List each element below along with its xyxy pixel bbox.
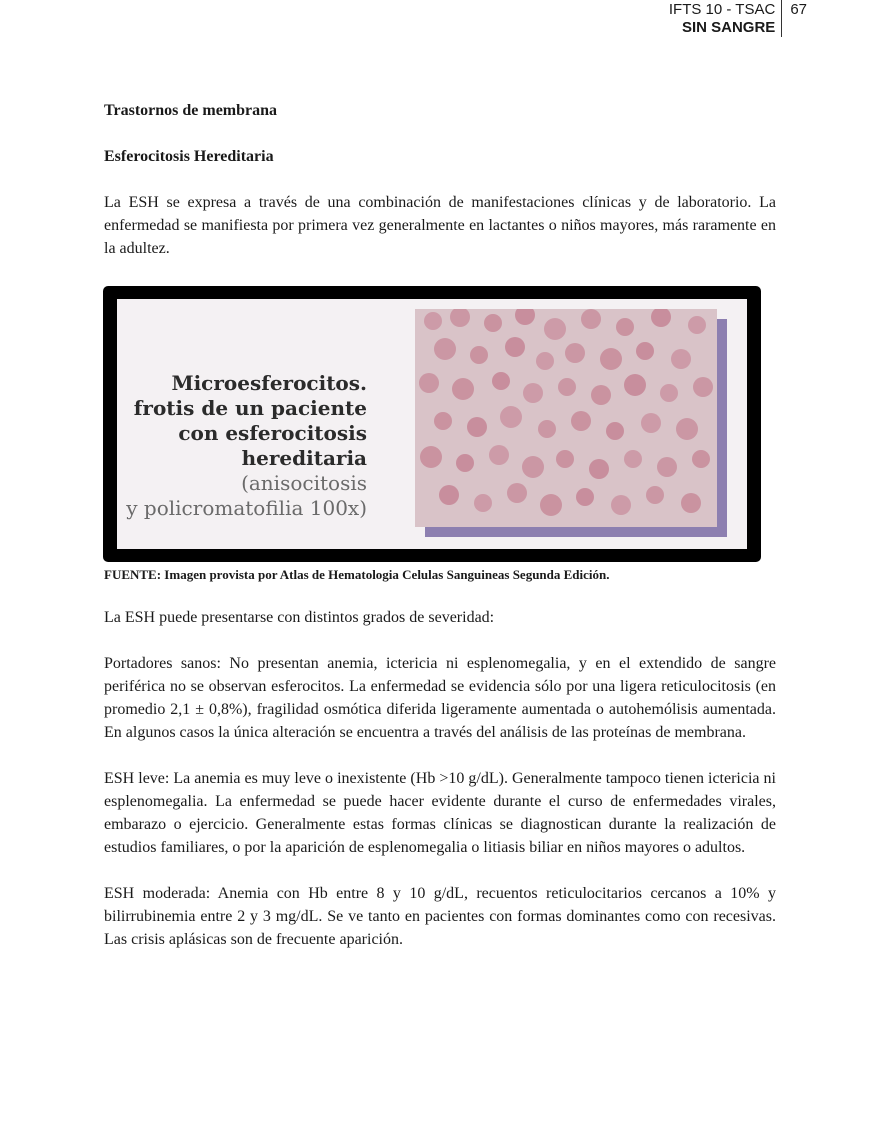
caption-line-4 [117, 446, 367, 496]
red-blood-cell [589, 459, 609, 479]
red-blood-cell [420, 446, 442, 468]
red-blood-cell [641, 413, 661, 433]
figure-caption [117, 371, 367, 521]
header-course: SIN SANGRE [681, 19, 776, 36]
red-blood-cell [693, 377, 713, 397]
red-blood-cell [606, 422, 624, 440]
body-top [104, 100, 776, 260]
section-title: Trastornos de membrana [104, 102, 278, 119]
red-blood-cell [571, 411, 591, 431]
red-blood-cell [434, 412, 452, 430]
red-blood-cell [474, 494, 492, 512]
caption-line-3: con esferocitosis [178, 421, 367, 445]
figure-image [117, 299, 747, 549]
blood-cells-illustration [415, 309, 717, 527]
caption-line-4-bold: hereditaria [241, 446, 367, 470]
red-blood-cell [456, 454, 474, 472]
red-blood-cell [536, 352, 554, 370]
red-blood-cell [470, 346, 488, 364]
red-blood-cell [434, 338, 456, 360]
red-blood-cell [523, 383, 543, 403]
red-blood-cell [492, 372, 510, 390]
header-institution: IFTS 10 - TSAC [668, 1, 776, 18]
red-blood-cell [624, 374, 646, 396]
red-blood-cell [538, 420, 556, 438]
caption-line-4-light: (anisocitosis [241, 471, 367, 495]
red-blood-cell [688, 316, 706, 334]
red-blood-cell [489, 445, 509, 465]
caption-line-2: frotis de un paciente [133, 396, 367, 420]
red-blood-cell [600, 348, 622, 370]
red-blood-cell [651, 309, 671, 327]
red-blood-cell [624, 450, 642, 468]
red-blood-cell [692, 450, 710, 468]
red-blood-cell [636, 342, 654, 360]
red-blood-cell [565, 343, 585, 363]
body-bottom [104, 606, 776, 951]
severity-intro: La ESH puede presentarse con distintos grados de severidad: [104, 609, 495, 626]
red-blood-cell [467, 417, 487, 437]
page-number: 67 [790, 1, 807, 18]
header-text [669, 0, 781, 37]
intro-paragraph: La ESH se expresa a través de una combinación de manifestaciones clínicas y de laboratorio. La enfermedad se manifiesta por primera vez generalmente en lactantes o niños mayores, más raramente en la adultez. [104, 194, 776, 257]
red-blood-cell [616, 318, 634, 336]
figure-frame [103, 286, 761, 562]
red-blood-cell [576, 488, 594, 506]
red-blood-cell [439, 485, 459, 505]
red-blood-cell [676, 418, 698, 440]
red-blood-cell [581, 309, 601, 329]
red-blood-cell [507, 483, 527, 503]
red-blood-cell [540, 494, 562, 516]
red-blood-cell [515, 309, 535, 325]
figure-source: FUENTE: Imagen provista por Atlas de Hematologia Celulas Sanguineas Segunda Edición. [104, 567, 610, 582]
mild-paragraph: ESH leve: La anemia es muy leve o inexistente (Hb >10 g/dL). Generalmente tampoco tienen ictericia ni esplenomegalia. La enfermedad se puede hacer evidente durante el curso de enfermedades virales, embarazo o ejercicio. Generalmente estas formas clínicas se diagnostican durante la realización de estudios familiares, o por la aparición de esplenomegalia o litiasis biliar en niños mayores o adultos. [104, 770, 776, 856]
red-blood-cell [681, 493, 701, 513]
red-blood-cell [657, 457, 677, 477]
red-blood-cell [660, 384, 678, 402]
blood-smear-photo [415, 309, 717, 527]
moderate-paragraph: ESH moderada: Anemia con Hb entre 8 y 10 g/dL, recuentos reticulocitarios cercanos a 10% y bilirrubinemia entre 2 y 3 mg/dL. Se ve tanto en pacientes con formas dominantes como con recesivas. Las crisis aplásicas son de frecuente aparición. [104, 885, 776, 948]
red-blood-cell [611, 495, 631, 515]
carriers-paragraph: Portadores sanos: No presentan anemia, ictericia ni esplenomegalia, y en el extendido de sangre periférica no se observan esferocitos. La enfermedad se evidencia sólo por una ligera reticulocitosis (en promedio 2,1 ± 0,8%), fragilidad osmótica diferida ligeramente aumentada o autohemólisis aumentada. En algunos casos la única alteración se encuentra a través del análisis de las proteínas de membrana. [104, 655, 776, 741]
red-blood-cell [424, 312, 442, 330]
red-blood-cell [419, 373, 439, 393]
red-blood-cell [591, 385, 611, 405]
red-blood-cell [646, 486, 664, 504]
red-blood-cell [671, 349, 691, 369]
red-blood-cell [522, 456, 544, 478]
caption-line-1: Microesferocitos. [171, 371, 367, 395]
red-blood-cell [484, 314, 502, 332]
caption-line-5: y policromatofilia 100x) [126, 496, 367, 520]
page-header [669, 0, 807, 37]
red-blood-cell [558, 378, 576, 396]
red-blood-cell [505, 337, 525, 357]
red-blood-cell [544, 318, 566, 340]
red-blood-cell [556, 450, 574, 468]
subsection-title: Esferocitosis Hereditaria [104, 148, 274, 165]
red-blood-cell [450, 309, 470, 327]
red-blood-cell [452, 378, 474, 400]
red-blood-cell [500, 406, 522, 428]
